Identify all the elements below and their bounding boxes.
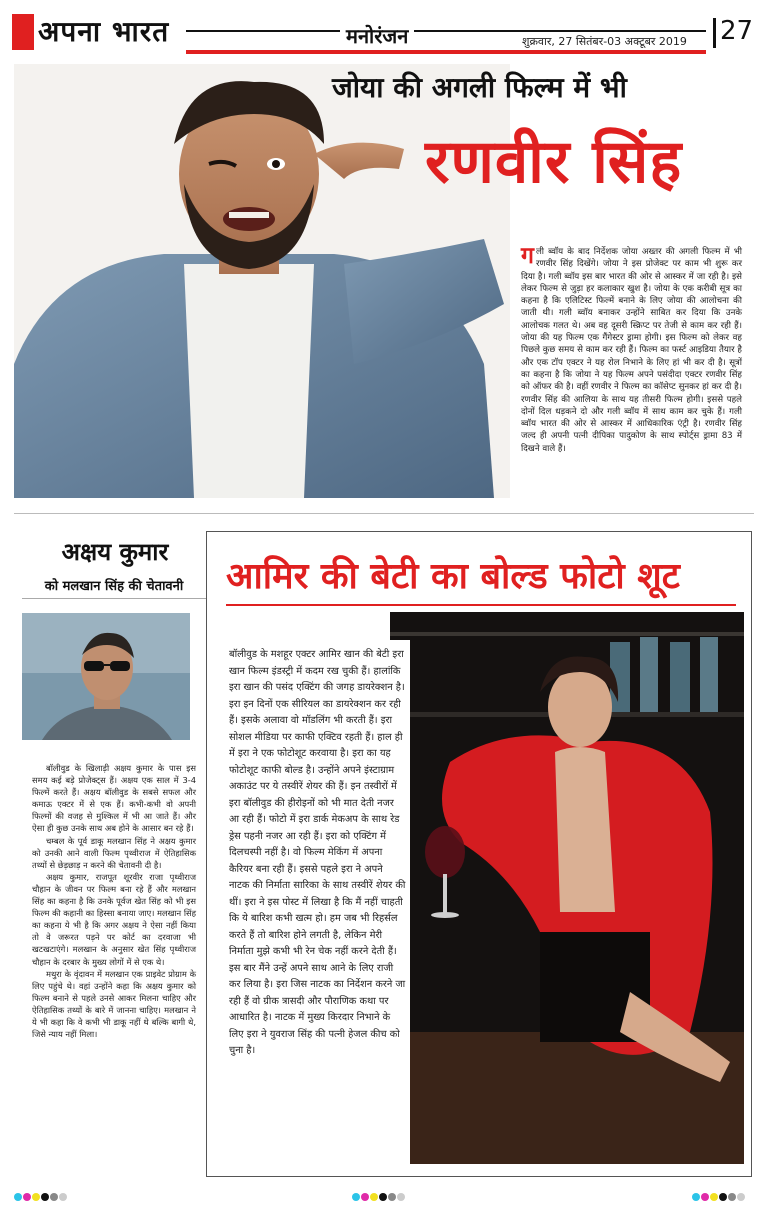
reg-dot bbox=[379, 1193, 387, 1201]
box-story-body: बॉलीवुड के मशहूर एक्टर आमिर खान की बेटी इरा खान फिल्म इंडस्ट्री में कदम रख चुकी हैं। हालांकि इरा खान की पसंद एक्टिंग की जगह डायरेक्शन है। इरा इन दिनों एक सीरियल का डायरेक्शन कर रही हैं। इसके अलावा वो मॉडलिंग भी करती हैं। इरा सोशल मीडिया पर काफी एक्टिव रहती हैं। हाल ही में इरा ने एक फोटोशूट करवाया है। इरा का यह फोटोशूट काफी बोल्ड है। उन्होंने अपने इंस्टाग्राम अकाउंट पर ये तस्वीरें शेयर की हैं। इन तस्वीरों में इरा बॉलीवुड की हीरोइनों को भी मात देती नजर आ रही हैं। फोटो में इरा डार्क मेकअप के साथ रेड ड्रेस पहनी नजर आ रही हैं। इरा को एक्टिंग में दिलचस्पी नहीं है। वो फिल्म मेकिंग में अपना कैरियर बना रही हैं। इससे पहले इरा ने अपने नाटक की निर्माता सारिका के साथ तस्वीरें शेयर की थीं। इरा ने इस पोस्ट में लिखा है कि मैं नहीं चाहती कि ये बारिश कभी खत्म हो। हम जब भी रिहर्सल करते हैं तो बारिश होने लगती है, लेकिन मेरी निर्माता मुझे कभी भी रेन चेक नहीं करने देती हैं। इस बार मैंने उन्हें अपने साथ आने के लिए राजी कर लिया है। इरा जिस नाटक का निर्देशन करने जा रही हैं वो ग्रीक त्रासदी और पौराणिक कथा पर आधारित है। नाटक में मुख्य किरदार निभाने के लिए इरा ने युवराज सिंह की पत्नी हेजल कीच को चुना है। bbox=[229, 649, 406, 1056]
reg-dot bbox=[14, 1193, 22, 1201]
ira-photo bbox=[390, 612, 744, 1164]
reg-dot bbox=[710, 1193, 718, 1201]
side-story-headline: अक्षय कुमार bbox=[61, 538, 169, 566]
side-story-paragraph: मथुरा के वृंदावन में मलखान एक प्राइवेट प्रोग्राम के लिए पहुंचे थे। वहां उन्होंने कहा कि अक्षय कुमार को फिल्म बनाने से पहले उनसे आकर मिलना चाहिए और ऐतिहासिक तथ्यों के बारे में जानना चाहिए। मलखान ने ये भी कहा कि वे कभी भी डाकू नहीं थे बल्कि बागी थे, जिसे न्याय नहीं मिला। bbox=[32, 968, 196, 1040]
side-story-body bbox=[32, 762, 196, 1040]
main-story-body bbox=[521, 243, 742, 455]
newspaper-logo: अपना भारत bbox=[38, 15, 170, 48]
registration-marks-center bbox=[352, 1186, 406, 1194]
main-headline: रणवीर सिंह bbox=[425, 127, 683, 197]
reg-dot bbox=[59, 1193, 67, 1201]
reg-dot bbox=[32, 1193, 40, 1201]
side-story-paragraph: चम्बल के पूर्व डाकू मलखान सिंह ने अक्षय कुमार को उनकी आने वाली फिल्म पृथ्वीराज में ऐतिहासिक तथ्यों से छेड़छाड़ न करने की चेतावनी दी है। bbox=[32, 835, 196, 870]
section-title: मनोरंजन bbox=[340, 22, 414, 49]
side-story-paragraph: अक्षय कुमार, राजपूत शूरवीर राजा पृथ्वीराज चौहान के जीवन पर फिल्म बना रहे हैं और मलखान सिंह का कहना है कि उनके पूर्वज खेत सिंह को भी इस फिल्म की कहानी का हिस्सा बनाया जाए। मलखान सिंह का कहना ये भी है कि अगर अक्षय ने ऐसा नहीं किया तो वे जरूरत पड़ने पर कोर्ट का दरवाजा भी खटखटाएंगे। मलखान के अनुसार खेत सिंह पृथ्वीराज चौहान के दरबार के मुख्य लोगों में से एक थे। bbox=[32, 871, 196, 967]
page-number: 27 bbox=[720, 16, 754, 46]
side-story-paragraph: बॉलीवुड के खिलाड़ी अक्षय कुमार के पास इस समय कई बड़े प्रोजेक्ट्स हैं। अक्षय एक साल में 3-4 फिल्में करते हैं। अक्षय बॉलीवुड के सबसे सफल और कमाऊ एक्टर में से एक हैं। कभी-कभी वो अपनी फिल्मों की वजह से मुश्किल में भी आ जाते हैं। और ऐसा ही कुछ उनके साथ अब होने के आसार बन रहे हैं। bbox=[32, 763, 196, 834]
header-red-rule bbox=[186, 50, 706, 54]
main-headline-kicker: जोया की अगली फिल्म में भी bbox=[332, 71, 627, 104]
akshay-photo bbox=[22, 613, 190, 740]
reg-dot bbox=[692, 1193, 700, 1201]
box-story-rule bbox=[226, 604, 736, 606]
reg-dot bbox=[728, 1193, 736, 1201]
reg-dot bbox=[388, 1193, 396, 1201]
section-divider bbox=[14, 513, 754, 514]
reg-dot bbox=[397, 1193, 405, 1201]
reg-dot bbox=[719, 1193, 727, 1201]
logo-red-block bbox=[12, 14, 34, 50]
box-story-headline: आमिर की बेटी का बोल्ड फोटो शूट bbox=[226, 556, 680, 597]
reg-dot bbox=[701, 1193, 709, 1201]
side-story-subheadline: को मलखान सिंह की चेतावनी bbox=[44, 579, 184, 594]
issue-date: शुक्रवार, 27 सितंबर-03 अक्टूबर 2019 bbox=[518, 34, 691, 49]
registration-marks-right bbox=[692, 1186, 746, 1194]
reg-dot bbox=[352, 1193, 360, 1201]
registration-marks-left bbox=[14, 1186, 68, 1194]
page-number-divider bbox=[713, 18, 716, 48]
reg-dot bbox=[370, 1193, 378, 1201]
reg-dot bbox=[23, 1193, 31, 1201]
reg-dot bbox=[41, 1193, 49, 1201]
side-story-rule bbox=[22, 598, 206, 599]
header-rule bbox=[186, 30, 706, 32]
drop-cap: ग bbox=[521, 243, 534, 269]
reg-dot bbox=[50, 1193, 58, 1201]
main-story-text: ली ब्वॉय के बाद निर्देशक जोया अख्तर की अगली फिल्म में भी रणवीर सिंह दिखेंगे। जोया ने इस प्रोजेक्ट पर काम भी शुरू कर दिया है। गली ब्वॉय इस बार भारत की ओर से आस्कर में जा रही है। इसे लेकर फिल्म से जुड़ा हर कलाकार खुश है। जोया के एक करीबी सूत्र का कहना है कि एलिटिस्ट फिल्में बनाने के लिए जोया की आलोचना की जाती थी। गली ब्वॉय बनाकर उन्होंने साबित कर दिया कि उनके आलोचक गलत थे। अब वह दूसरी स्क्रिप्ट पर तेजी से काम कर रही हैं। जोया की यह फिल्म एक गैंगेस्टर ड्रामा होगी। इस फिल्म को लेकर वह पिछले कुछ समय से काम कर रही हैं। फिल्म का फर्स्ट आइडिया तैयार है और एक टॉप एक्टर ने यह रोल निभाने के लिए हां भी कर दी है। सूत्रों का कहना है कि जोया ने यह फिल्म अपने पसंदीदा एक्टर रणवीर सिंह को ऑफर की है। वहीं रणवीर ने फिल्म का कॉसेप्ट सुनकर हां कर दी है। रणवीर सिंह की आलिया के साथ यह तीसरी फिल्म होगी। इससे पहले दोनों दिल धड़कने दो और गली ब्वॉय में साथ काम कर चुके हैं। गली ब्वॉय भारत की ओर से आस्कर में आधिकारिक एंट्री है। रणवीर सिंह जल्द ही अपनी पत्नी दीपिका पादुकोण के साथ स्पोर्ट्स ड्रामा 83 में दिखने वाले हैं। bbox=[521, 247, 742, 454]
reg-dot bbox=[737, 1193, 745, 1201]
reg-dot bbox=[361, 1193, 369, 1201]
